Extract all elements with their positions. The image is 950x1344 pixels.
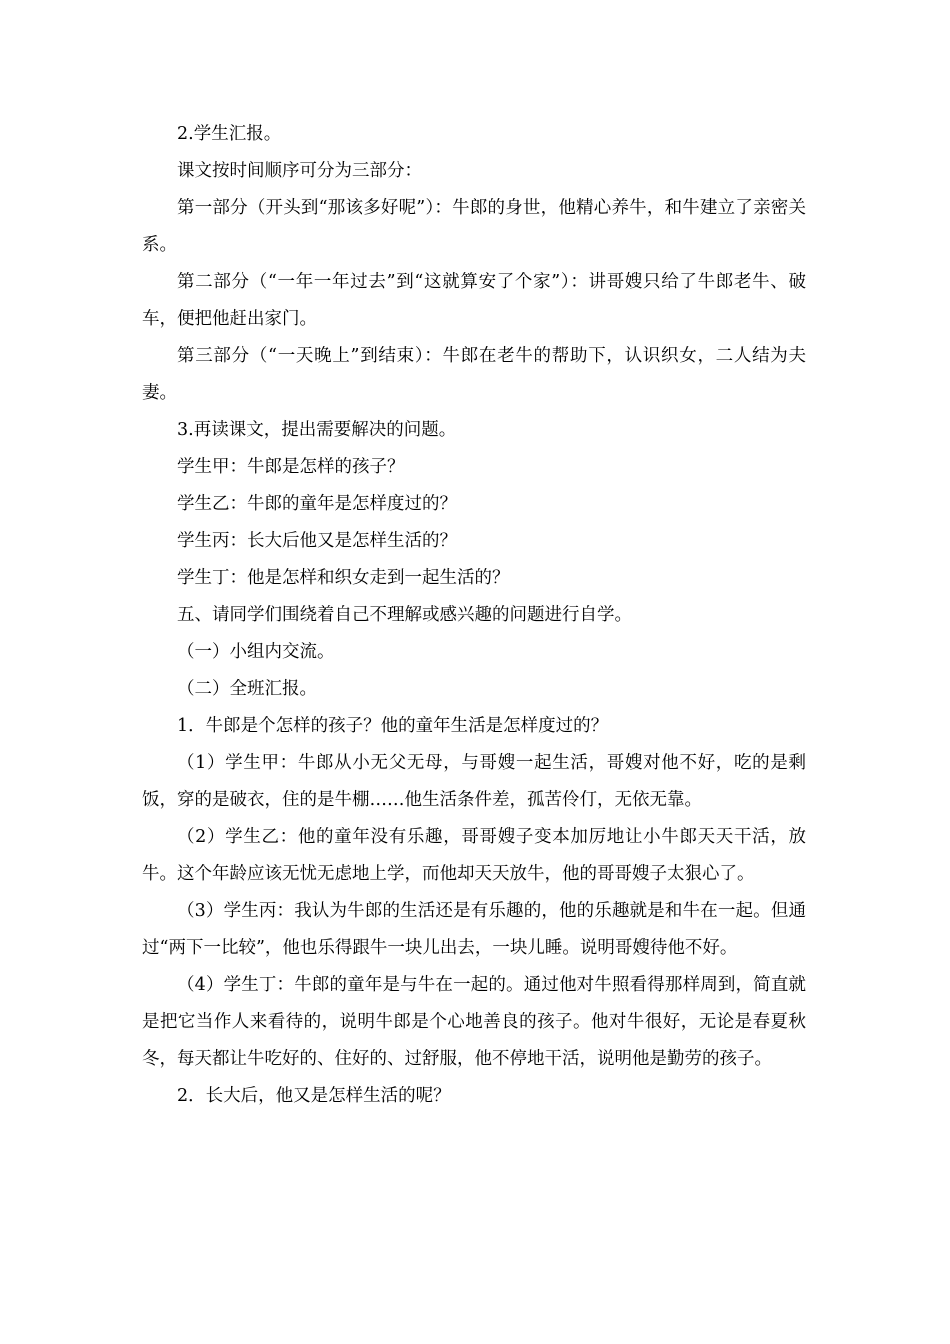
paragraph-reread-questions: 3.再读课文，提出需要解决的问题。 (177, 420, 457, 440)
document-body (142, 116, 806, 1115)
paragraph-q1-heading: 1．牛郎是个怎样的孩子？他的童年生活是怎样度过的？ (177, 716, 609, 736)
paragraph-part-three: 第三部分（“一天晚上”到结束）：牛郎在老牛的帮助下，认识织女，二人结为夫妻。 (142, 346, 806, 403)
paragraph-answer-d: （4）学生丁：牛郎的童年是与牛在一起的。通过他对牛照看得那样周到，简直就是把它当作人来看待的，说明牛郎是个心地善良的孩子。他对牛很好，无论是春夏秋冬，每天都让牛吃好的、住好的、过舒服，他不停地干活，说明他是勤劳的孩子。 (142, 975, 806, 1069)
paragraph-answer-a: （1）学生甲：牛郎从小无父无母，与哥嫂一起生活，哥嫂对他不好，吃的是剩饭，穿的是破衣，住的是牛棚……他生活条件差，孤苦伶仃，无依无靠。 (142, 753, 806, 810)
paragraph-question-a: 学生甲：牛郎是怎样的孩子？ (177, 457, 405, 477)
paragraph-class-report: （二）全班汇报。 (177, 679, 317, 699)
paragraph-question-c: 学生丙：长大后他又是怎样生活的？ (177, 531, 457, 551)
paragraph-student-report: 2.学生汇报。 (177, 124, 282, 144)
paragraph-section-five: 五、请同学们围绕着自己不理解或感兴趣的问题进行自学。 (177, 605, 632, 625)
paragraph-answer-b: （2）学生乙：他的童年没有乐趣，哥哥嫂子变本加厉地让小牛郎天天干活，放牛。这个年龄应该无忧无虑地上学，而他却天天放牛，他的哥哥嫂子太狠心了。 (142, 827, 806, 884)
paragraph-three-parts-intro: 课文按时间顺序可分为三部分： (177, 161, 422, 181)
paragraph-group-exchange: （一）小组内交流。 (177, 642, 335, 662)
paragraph-part-two: 第二部分（“一年一年过去”到“这就算安了个家”）：讲哥嫂只给了牛郎老牛、破车，便把他赶出家门。 (142, 272, 806, 329)
paragraph-part-one: 第一部分（开头到“那该多好呢”）：牛郎的身世，他精心养牛，和牛建立了亲密关系。 (142, 198, 806, 255)
paragraph-question-b: 学生乙：牛郎的童年是怎样度过的？ (177, 494, 457, 514)
paragraph-answer-c: （3）学生丙：我认为牛郎的生活还是有乐趣的，他的乐趣就是和牛在一起。但通过“两下一比较”，他也乐得跟牛一块儿出去，一块儿睡。说明哥嫂待他不好。 (142, 901, 806, 958)
paragraph-question-d: 学生丁：他是怎样和织女走到一起生活的？ (177, 568, 510, 588)
paragraph-q2-heading: 2．长大后，他又是怎样生活的呢？ (177, 1086, 451, 1106)
